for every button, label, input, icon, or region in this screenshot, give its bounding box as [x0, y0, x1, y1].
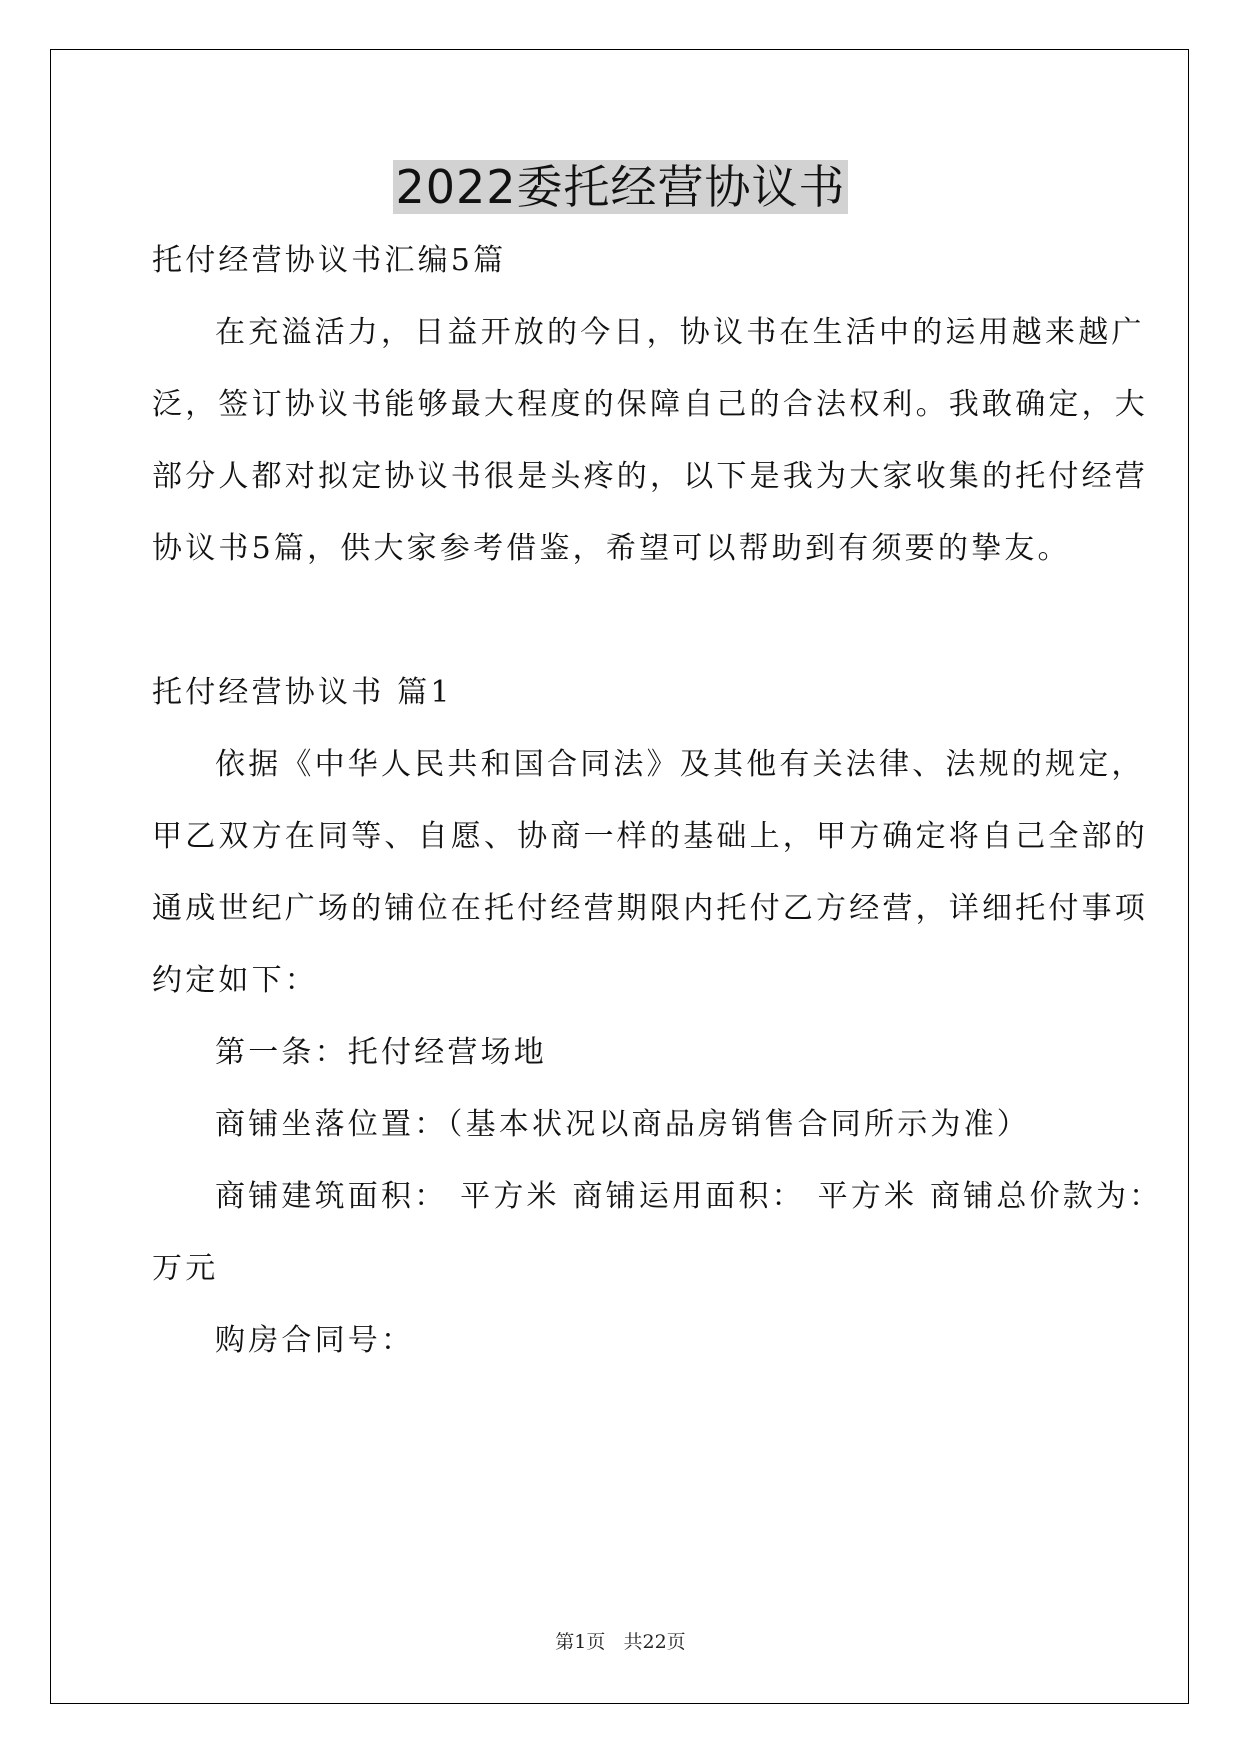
paragraph-line: 商铺建筑面积： 平方米 商铺运用面积： 平方米 商铺总价款为： [215, 1179, 1163, 1214]
clause-heading: 第一条：托付经营场地 [215, 1035, 547, 1070]
paragraph-line: 通成世纪广场的铺位在托付经营期限内托付乙方经营，详细托付事项 [152, 891, 1148, 926]
paragraph-line: 约定如下： [152, 963, 318, 998]
document-title: 2022委托经营协议书 [395, 160, 846, 214]
paragraph-line: 依据《中华人民共和国合同法》及其他有关法律、法规的规定， [215, 747, 1145, 782]
document-subtitle: 托付经营协议书汇编5篇 [152, 243, 507, 278]
section-heading: 托付经营协议书 篇1 [152, 675, 453, 710]
paragraph-line: 泛，签订协议书能够最大程度的保障自己的合法权利。我敢确定，大 [152, 387, 1148, 422]
page-border [50, 49, 1189, 1704]
paragraph-line: 协议书5篇，供大家参考借鉴，希望可以帮助到有须要的挚友。 [152, 531, 1071, 566]
page-number-footer: 第1页 共22页 [555, 1631, 686, 1653]
paragraph-line: 商铺坐落位置：（基本状况以商品房销售合同所示为准） [215, 1107, 1030, 1142]
paragraph-line: 在充溢活力，日益开放的今日，协议书在生活中的运用越来越广 [215, 315, 1145, 350]
paragraph-line: 甲乙双方在同等、自愿、协商一样的基础上，甲方确定将自己全部的 [152, 819, 1148, 854]
paragraph-line: 万元 [152, 1251, 219, 1286]
paragraph-line: 购房合同号： [215, 1323, 415, 1358]
paragraph-line: 部分人都对拟定协议书很是头疼的，以下是我为大家收集的托付经营 [152, 459, 1148, 494]
